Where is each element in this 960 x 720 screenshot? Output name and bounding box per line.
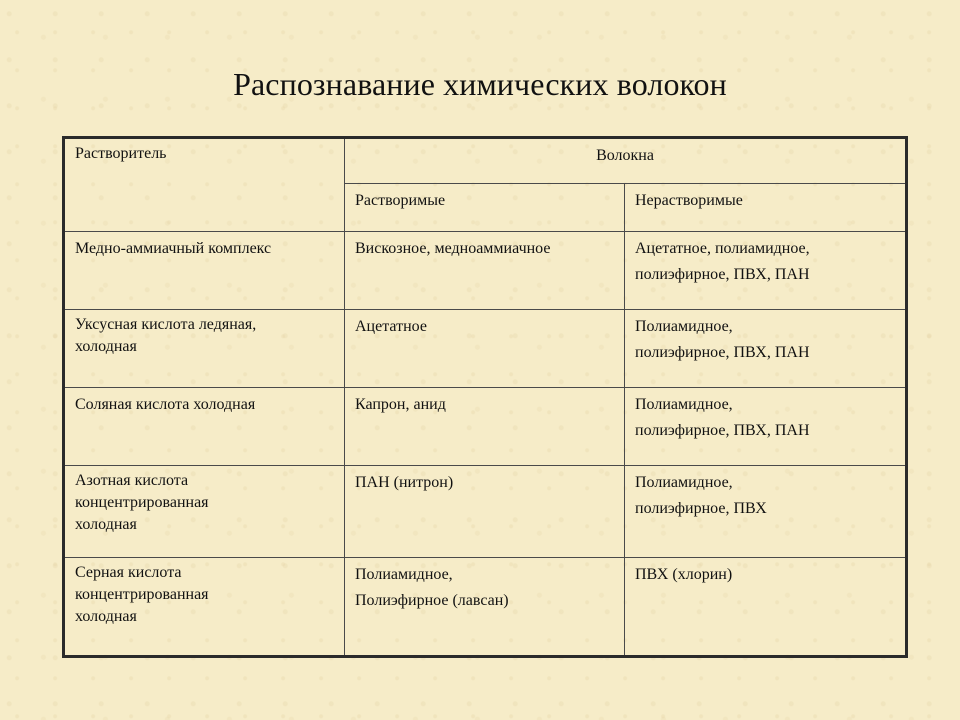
table-row	[64, 310, 907, 388]
fiber-recognition-table	[62, 136, 908, 658]
insoluble-text: Ацетатное, полиамидное,	[635, 240, 810, 257]
solvent-cell	[64, 558, 345, 657]
insoluble-cell	[625, 232, 907, 310]
header-soluble-cell	[345, 184, 625, 232]
solvent-text: холодная	[75, 608, 137, 625]
soluble-cell	[345, 388, 625, 466]
fiber-recognition-table-container	[62, 136, 905, 655]
solvent-text: Азотная кислота	[75, 472, 189, 489]
insoluble-cell	[625, 388, 907, 466]
solvent-text: Уксусная кислота ледяная,	[75, 316, 257, 333]
solvent-cell	[64, 388, 345, 466]
soluble-text: ПАН (нитрон)	[355, 474, 454, 491]
soluble-text: Полиамидное,	[355, 566, 453, 583]
soluble-text: Вискозное, медноаммиачное	[355, 240, 551, 257]
insoluble-text: Полиамидное,	[635, 474, 733, 491]
solvent-text: холодная	[75, 338, 137, 355]
insoluble-cell	[625, 558, 907, 657]
solvent-text: холодная	[75, 516, 137, 533]
solvent-cell	[64, 232, 345, 310]
soluble-cell	[345, 232, 625, 310]
soluble-cell	[345, 558, 625, 657]
table-row	[64, 232, 907, 310]
slide-title: Распознавание химических волокон	[233, 66, 727, 102]
solvent-text: концентрированная	[75, 586, 209, 603]
insoluble-cell	[625, 466, 907, 558]
insoluble-text: полиэфирное, ПВХ, ПАН	[635, 266, 810, 283]
header-solvent-label: Растворитель	[75, 145, 167, 162]
soluble-text: Капрон, анид	[355, 396, 446, 413]
soluble-cell	[345, 466, 625, 558]
table-row	[64, 388, 907, 466]
header-insoluble-label: Нерастворимые	[635, 192, 743, 209]
header-insoluble-cell	[625, 184, 907, 232]
header-fibers-cell	[345, 138, 907, 184]
solvent-cell	[64, 466, 345, 558]
insoluble-cell	[625, 310, 907, 388]
header-fibers-label: Волокна	[596, 147, 654, 164]
solvent-cell	[64, 310, 345, 388]
soluble-text: Полиэфирное (лавсан)	[355, 592, 509, 609]
solvent-text: Серная кислота	[75, 564, 182, 581]
table-row	[64, 558, 907, 657]
solvent-text: Медно-аммиачный комплекс	[75, 240, 272, 257]
insoluble-text: Полиамидное,	[635, 396, 733, 413]
insoluble-text: ПВХ (хлорин)	[635, 566, 733, 583]
soluble-text: Ацетатное	[355, 318, 427, 335]
header-solvent-cell	[64, 138, 345, 232]
solvent-text: Соляная кислота холодная	[75, 396, 256, 413]
header-row-1	[64, 138, 907, 184]
table-row	[64, 466, 907, 558]
insoluble-text: полиэфирное, ПВХ, ПАН	[635, 344, 810, 361]
insoluble-text: полиэфирное, ПВХ, ПАН	[635, 422, 810, 439]
header-soluble-label: Растворимые	[355, 192, 446, 209]
insoluble-text: Полиамидное,	[635, 318, 733, 335]
solvent-text: концентрированная	[75, 494, 209, 511]
insoluble-text: полиэфирное, ПВХ	[635, 500, 767, 517]
soluble-cell	[345, 310, 625, 388]
